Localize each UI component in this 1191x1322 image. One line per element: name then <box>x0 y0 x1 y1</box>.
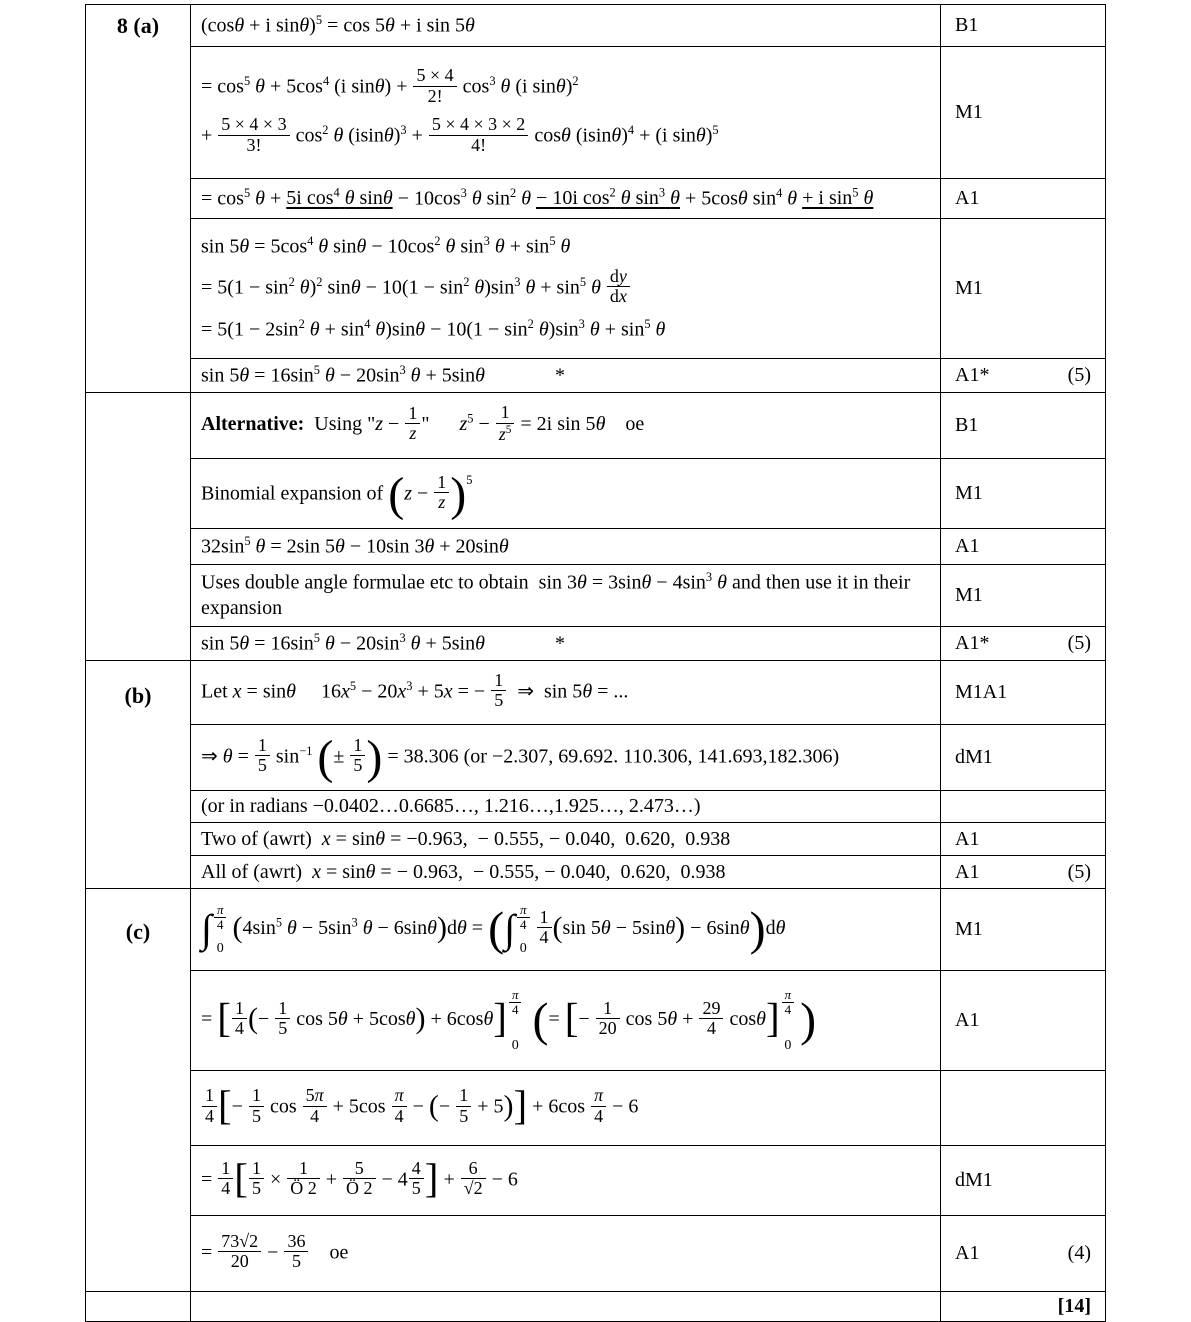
mark-cell <box>941 219 1106 359</box>
mark-cell <box>941 359 1106 393</box>
working-cell <box>191 359 941 393</box>
mark-code: A1 <box>955 860 980 883</box>
math-working: Alternative: Using "z − $\frac{1}{z}$ " $z^5$ − $\frac{1}{z^5}$ = 2i sin 5θ oe <box>201 402 645 444</box>
mark-cell <box>941 725 1106 791</box>
section-question-total <box>86 1292 1106 1322</box>
question-label-text: (b) <box>124 683 152 708</box>
mark-scheme-table <box>85 4 1106 1322</box>
mark-code: M1 <box>955 101 983 123</box>
mark-cell <box>941 856 1106 889</box>
working-cell <box>191 529 941 565</box>
working-cell <box>191 661 941 725</box>
mark-cell <box>941 791 1106 823</box>
question-label-blank <box>86 1292 191 1322</box>
mark-cell <box>941 1292 1106 1322</box>
table-row <box>86 393 1106 459</box>
mark-code: M1 <box>955 918 983 940</box>
mark-cell <box>941 661 1106 725</box>
mark-code: dM1 <box>955 1169 993 1191</box>
question-total: [14] <box>1057 1295 1091 1317</box>
table-row <box>86 47 1106 179</box>
working-cell <box>191 856 941 889</box>
working-cell <box>191 1146 941 1216</box>
mark-cell <box>941 627 1106 661</box>
working-cell <box>191 1216 941 1292</box>
math-working: ⇒ θ = $\frac{1}{5}$ $\sin^{-1}$ (± $\frac{1}{5}$ ) = 38.306 (or −2.307, 69.692. 110.306, 141.693,182.306) <box>201 730 840 784</box>
math-working: Binomial expansion of (z − $\frac{1}{z}$ )$^5$ <box>201 467 473 521</box>
mark-total: (5) <box>1067 860 1091 883</box>
math-working: Let x = sinθ $16x^5 - 20x^3 + 5x$ = − $\frac{1}{5}$ ⇒ sin 5θ = ... <box>201 669 629 711</box>
section-c <box>86 889 1106 1292</box>
mark-code: M1 <box>955 482 983 504</box>
table-row <box>86 791 1106 823</box>
math-working: $\sin 5\theta = 16\sin^5$ $\theta - 20\sin^3$ θ + 5sinθ * <box>201 362 565 387</box>
table-row <box>86 856 1106 889</box>
table-row <box>86 179 1106 219</box>
math-working: $\sin 5\theta = 5\cos^4$ θ $\sin\theta - 10\cos^2$ θ $\sin^3 \theta + \sin^5 \theta$ = $5(1 - \sin^2 \theta)^2$ $\sin\theta - 10(1 - \sin^2 \theta)\sin^3$ $\theta + \sin^5 \theta$ $\frac{dy}{dx}$ = $5(1 - 2\sin^2$ $\theta + \sin^4 \theta)\sin\theta - 10(1 - \sin^2 \theta)\sin^3$ $\theta + \sin^5 \theta$ <box>201 233 666 342</box>
math-working: $\frac{1}{4}$ [− $\frac{1}{5}$ cos $\frac{5\pi}{4}$ + 5cos $\frac{\pi}{4}$ − (− $\frac{1}{5}$ + 5)] + 6cos $\frac{\pi}{4}$ − 6 <box>201 1088 930 1128</box>
math-working: (or in radians −0.0402…0.6685…, 1.216…,1.925…, 2.473…) <box>201 795 701 817</box>
section-b <box>86 661 1106 889</box>
mark-code: A1 <box>955 1009 980 1031</box>
mark-total: (5) <box>1067 364 1091 386</box>
mark-code: dM1 <box>955 746 993 768</box>
math-working: = $\cos^5 \theta + 5i$ $\cos^4 \theta$ $\sin\theta - 10\cos^3$ θ $\sin^2 \theta - 10i$ $\cos^2 \theta$ $\sin^3 \theta + 5\cos\theta$ $\sin^4 \theta + i$ $\sin^5 \theta$ <box>201 185 874 210</box>
working-cell <box>191 971 941 1071</box>
table-row <box>86 529 1106 565</box>
mark-code: M1 <box>955 584 983 606</box>
mark-total: (4) <box>1067 1242 1091 1264</box>
working-cell <box>191 47 941 179</box>
table-row <box>86 971 1106 1071</box>
table-row <box>86 219 1106 359</box>
working-cell <box>191 5 941 47</box>
mark-cell <box>941 179 1106 219</box>
math-working: = $\frac{1}{4}$ [ $\frac{1}{5}$ × $\frac{1}{Ö 2}$ + $\frac{5}{Ö 2}$ − 4 $\frac{4}{5}$ ] + $\frac{6}{√2}$ − 6 <box>201 1154 518 1201</box>
mark-cell <box>941 529 1106 565</box>
mark-cell <box>941 1146 1106 1216</box>
table-row <box>86 1216 1106 1292</box>
working-cell <box>191 565 941 627</box>
math-working: $\sin 5\theta = 16\sin^5$ $\theta - 20\sin^3$ θ + 5sinθ * <box>201 630 565 655</box>
working-cell <box>191 725 941 791</box>
mark-code: A1 <box>955 535 980 557</box>
mark-code: A1* <box>955 632 990 654</box>
mark-cell <box>941 565 1106 627</box>
table-row <box>86 1146 1106 1216</box>
working-cell <box>191 889 941 971</box>
mark-code: A1 <box>955 187 980 209</box>
math-working: Two of (awrt) x = sinθ = −0.963, − 0.555, − 0.040, 0.620, 0.938 <box>201 827 731 850</box>
question-label-blank <box>86 393 191 661</box>
table-row <box>86 359 1106 393</box>
working-cell <box>191 219 941 359</box>
table-row <box>86 5 1106 47</box>
working-cell <box>191 1292 941 1322</box>
mark-cell <box>941 1216 1106 1292</box>
math-working: All of (awrt) x = sinθ = − 0.963, − 0.555, − 0.040, 0.620, 0.938 <box>201 860 726 883</box>
working-cell <box>191 791 941 823</box>
section-8a-main <box>86 5 1106 393</box>
mark-total: (5) <box>1067 632 1091 654</box>
mark-cell <box>941 47 1106 179</box>
table-row <box>86 661 1106 725</box>
mark-cell <box>941 393 1106 459</box>
table-row <box>86 725 1106 791</box>
mark-code: M1A1 <box>955 681 1008 703</box>
table-row <box>86 889 1106 971</box>
math-working: = $\cos^5 \theta + 5\cos^4$ (i sinθ) + $\frac{5 \times 4}{2!}$ $\cos^3 \theta$ (i sinθ)$^2$ + $\frac{5 \times 4 \times 3}{3!}$ $\cos^2 \theta$ $(isin\theta)^3$ + $\frac{5 \times 4 \times 3 \times 2}{4!}$ cosθ $(isin\theta)^4 + (i$ sinθ)$^5$ <box>201 65 719 155</box>
table-row <box>86 459 1106 529</box>
mark-code: A1* <box>955 364 990 386</box>
mark-code: B1 <box>955 414 979 436</box>
working-cell <box>191 627 941 661</box>
question-label-text: 8 (a) <box>116 13 160 38</box>
table-row <box>86 823 1106 856</box>
math-working: = $\frac{73√2}{20}$ − $\frac{36}{5}$ oe <box>201 1230 349 1272</box>
mark-cell <box>941 823 1106 856</box>
question-label-8a <box>86 5 191 393</box>
math-working: (cosθ + i sinθ)$^5$ = cos 5θ + i sin 5θ <box>201 12 475 37</box>
working-cell <box>191 823 941 856</box>
math-working: Uses double angle formulae etc to obtain $\sin 3\theta = 3\sin\theta - 4\sin^3$ θ and then use it in their expansion <box>201 570 911 619</box>
working-cell <box>191 393 941 459</box>
section-8a-alternative <box>86 393 1106 661</box>
mark-code: B1 <box>955 14 979 36</box>
math-working: $32\sin^5$ θ = 2sin 5θ − 10sin 3θ + 20sinθ <box>201 533 509 558</box>
mark-code: M1 <box>955 277 983 299</box>
mark-cell <box>941 889 1106 971</box>
table-row <box>86 565 1106 627</box>
working-cell <box>191 179 941 219</box>
mark-code: A1 <box>955 827 980 850</box>
mark-code: A1 <box>955 1242 980 1264</box>
math-working: = [ $\frac{1}{4}$ (− $\frac{1}{5}$ cos 5θ + 5cosθ) + 6cosθ] π 4 0 (= [− $\frac{1}{20}$ cos 5θ + $\frac{29}{4}$ cosθ] π 4 0 ) <box>201 986 817 1054</box>
mark-cell <box>941 971 1106 1071</box>
table-row <box>86 1292 1106 1322</box>
question-label-c <box>86 889 191 1292</box>
table-row <box>86 627 1106 661</box>
table-row <box>86 1071 1106 1146</box>
mark-cell <box>941 1071 1106 1146</box>
mark-cell <box>941 5 1106 47</box>
working-cell <box>191 1071 941 1146</box>
math-working: ∫ π 4 0 ($4\sin^5$ $\theta - 5\sin^3$ θ − 6sinθ)dθ = (∫ π 4 0 $\frac{1}{4}$ (sin 5θ − 5sinθ) − 6sinθ)dθ <box>201 901 786 957</box>
question-label-b <box>86 661 191 889</box>
working-cell <box>191 459 941 529</box>
question-label-text: (c) <box>125 919 151 944</box>
mark-cell <box>941 459 1106 529</box>
